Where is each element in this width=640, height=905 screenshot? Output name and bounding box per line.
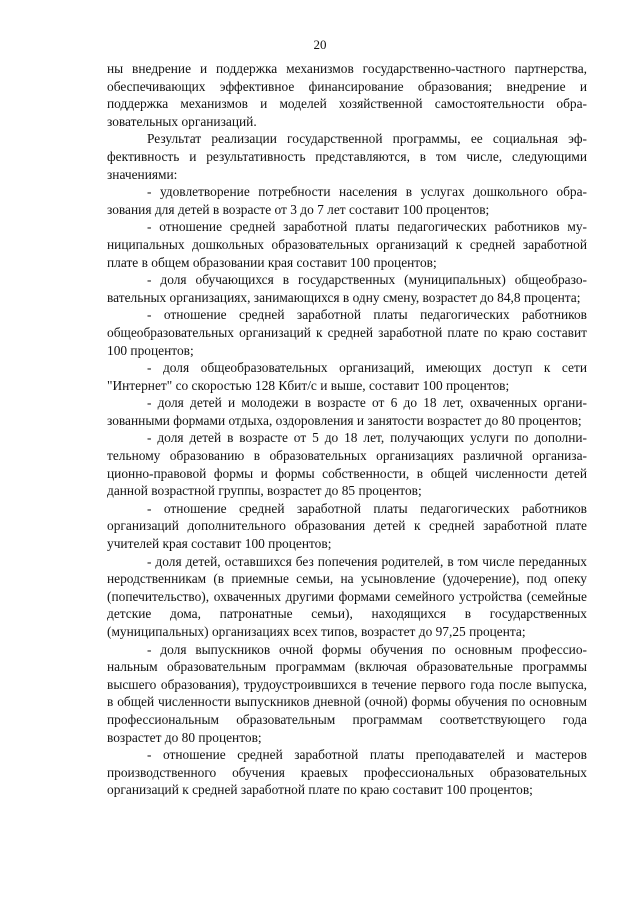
list-item-additional-salary: - отношение средней заработной платы педагогических работников организаций дополнительного образования детей к средней заработной плате учителей края составит 100 процентов; bbox=[107, 500, 587, 552]
list-item-general-salary: - отношение средней заработной платы педагогических работников общеобразовательных организаций к средней заработной плате по краю составит 100 процентов; bbox=[107, 307, 587, 358]
list-item-internet-access: - доля общеобразовательных организаций, имеющих доступ к сети "Интернет" со скоростью 128 Кбит/с и выше, составит 100 процентов; bbox=[107, 360, 587, 393]
page-number: 20 bbox=[313, 37, 327, 52]
list-item-youth-recreation: - доля детей и молодежи в возрасте от 6 до 18 лет, охваченных организованными формами отдыха, оздоровления и занятости возрастет до 80 процентов; bbox=[107, 395, 587, 428]
body-text bbox=[107, 60, 587, 799]
list-item-preschool-demand: - удовлетворение потребности населения в услугах дошкольного образования для детей в возрасте от 3 до 7 лет составит 100 процентов; bbox=[107, 184, 587, 217]
list-item-additional-education: - доля детей в возрасте от 5 до 18 лет, получающих услуги по дополнительному образованию в образовательных организациях различной организационно-правовой формы и формы собственности, в общей численности детей данной возрастной группы, возрастет до 85 процентов; bbox=[107, 430, 587, 499]
list-item-graduate-employment: - доля выпускников очной формы обучения по основным профессиональным образовательным программам (включая образовательные программы высшего образования), трудоустроившихся в течение первого года после выпуска, в общей численности выпускников дневной (очной) формы обучения по основным профессиональным образовательным программам соответствующего года возрастет до 80 процентов; bbox=[107, 641, 587, 745]
list-item-vocational-salary: - отношение средней заработной платы преподавателей и мастеров производственного обучения краевых профессиональных образовательных организаций к средней заработной плате по краю составит 100 процентов; bbox=[107, 747, 587, 798]
list-item-preschool-salary: - отношение средней заработной платы педагогических работников муниципальных дошкольных образовательных организаций к средней заработной плате в общем образовании края составит 100 процентов; bbox=[107, 219, 587, 270]
list-item-single-shift: - доля обучающихся в государственных (муниципальных) общеобразовательных организациях, занимающихся в одну смену, возрастет до 84,8 процента; bbox=[107, 272, 587, 305]
paragraph-results-intro: Результат реализации государственной программы, ее социальная эффективность и результативность представляются, в том числе, следующими значениями: bbox=[107, 131, 587, 182]
list-item-orphans-placement: - доля детей, оставшихся без попечения родителей, в том числе переданных неродственникам (в приемные семьи, на усыновление (удочерение), под опеку (попечительство), охваченных другими формами семейного устройства (семейные детские дома, патронатные семьи), находящихся в государственных (муниципальных) организациях всех типов, возрастет до 97,25 процента; bbox=[107, 553, 587, 639]
paragraph-continuation: ны внедрение и поддержка механизмов государственно-частного партнерства, обеспечивающих эффективное финансирование образования; внедрение и поддержка механизмов и моделей хозяйственной самостоятельности образовательных организаций. bbox=[107, 61, 587, 129]
